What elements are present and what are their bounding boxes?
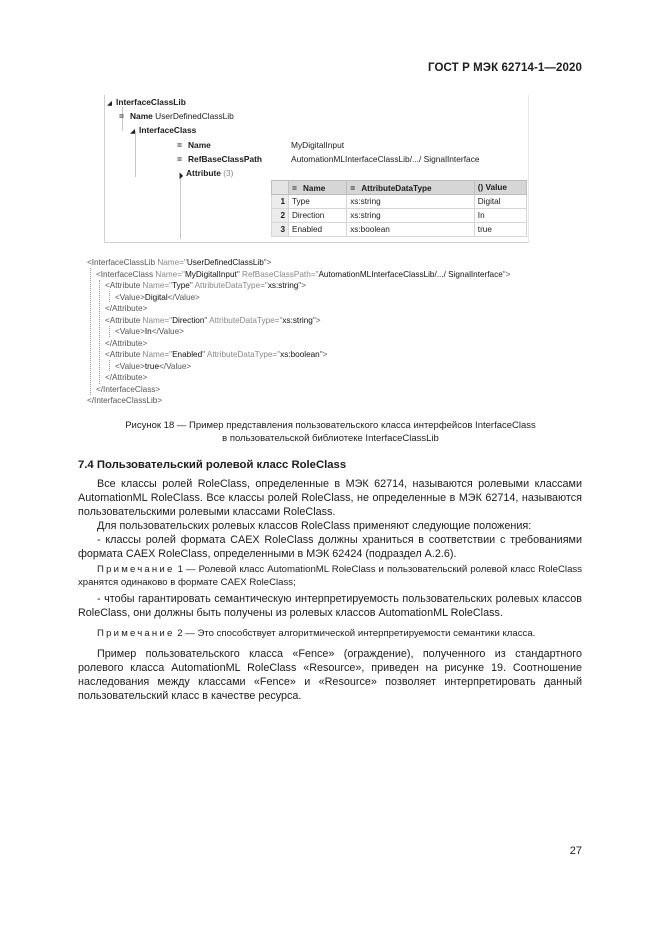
xml-line: </InterfaceClass>	[96, 384, 161, 394]
xml-listing	[87, 257, 510, 407]
grid-header-datatype[interactable]: = AttributeDataType	[347, 181, 475, 195]
grid-header-row	[272, 181, 527, 195]
xml-line: <Value>true</Value>	[115, 361, 192, 371]
xml-line: </Attribute>	[105, 304, 148, 313]
xml-line: </InterfaceClassLib>	[87, 396, 163, 405]
ic-name-value: MyDigitalInput	[291, 140, 345, 150]
paragraph: Для пользовательских ролевых классов RoleClass применяют следующие положения:	[97, 520, 532, 532]
tree-node-interfaceclass[interactable]: ◢ InterfaceClass	[130, 124, 196, 138]
tree-node-ic-name[interactable]: = Name	[177, 140, 211, 150]
xml-line: <InterfaceClass Name="MyDigitalInput" RefBaseClassPath="AutomationMLInterfaceClassLib/.../ SignalInterface">	[96, 269, 511, 279]
grid-corner	[272, 181, 289, 195]
xml-line: <Attribute Name="Type" AttributeDataType="xs:string">	[105, 281, 306, 290]
xml-line: <Attribute Name="Enabled" AttributeDataType="xs:boolean">	[105, 350, 328, 359]
grid-header-value[interactable]: () Value	[474, 181, 526, 195]
table-row[interactable]: 2 Direction xs:string In	[272, 209, 527, 223]
property-icon: =	[177, 140, 182, 150]
property-icon: =	[177, 154, 182, 164]
paragraph: Пример пользовательского класса «Fence» (ограждение), полученного из стандартного ролевого класса AutomationML RoleClass «Resource», приведен на рисунке 19. Соотношение наследования между классами «Fence» и «Resource» позволяет интерпретировать данный пользовательский класс в качестве ресурса.	[78, 648, 582, 702]
note: Примечание 1 — Ролевой класс AutomationML RoleClass и пользовательский ролевой класс RoleClass хранятся одинаково в формате CAEX RoleClass;	[78, 564, 582, 588]
standard-designation: ГОСТ Р МЭК 62714-1—2020	[428, 62, 582, 74]
xml-guide-line	[99, 280, 100, 384]
figure-caption: Рисунок 18 — Пример представления пользовательского класса интерфейсов InterfaceClass в пользовательской библиотеке InterfaceClassLib	[125, 420, 536, 444]
property-icon: =	[119, 111, 124, 121]
tree-node-name[interactable]: = Name UserDefinedClassLib	[119, 111, 234, 121]
tree-node-interfaceclasslib[interactable]: ◢ InterfaceClassLib	[107, 96, 186, 110]
xml-line: </Attribute>	[105, 373, 148, 382]
xml-line: <InterfaceClassLib Name="UserDefinedClassLib">	[87, 258, 272, 267]
section-heading: 7.4 Пользовательский ролевой класс RoleClass	[78, 459, 347, 471]
refbaseclasspath-value: AutomationMLInterfaceClassLib/.../ SignalInterface	[291, 154, 480, 164]
expand-triangle-icon[interactable]: ◢	[107, 100, 112, 107]
xml-line: <Attribute Name="Direction" AttributeDataType="xs:string">	[105, 315, 321, 325]
note: Примечание 2 — Это способствует алгоритмической интерпретируемости семантики класса.	[97, 628, 536, 639]
paragraph: - классы ролей формата CAEX RoleClass должны храниться в соответствии с требованиями формата CAEX RoleClass, определенными в МЭК 62424 (подраздел А.2.6).	[78, 534, 582, 560]
grid-header-name[interactable]: = Name	[289, 181, 347, 195]
expand-triangle-icon[interactable]: ◢	[130, 128, 135, 135]
xml-line: </Attribute>	[105, 338, 148, 348]
property-icon: =	[350, 182, 356, 193]
property-icon: =	[292, 182, 297, 193]
xml-guide-line	[109, 360, 110, 371]
xml-guide-line	[90, 268, 91, 395]
paragraph: Все классы ролей RoleClass, определенные в МЭК 62714, называются ролевыми классами AutomationML RoleClass. Все классы ролей RoleClass, не определенные в МЭК 62714, называются пользовательскими ролевыми классами RoleClass.	[78, 478, 582, 518]
xml-line: <Value>In</Value>	[115, 327, 184, 336]
collapse-triangle-icon[interactable]: ◢	[175, 171, 184, 181]
braces-icon: ()	[477, 183, 486, 192]
tree-node-refbaseclasspath[interactable]: = RefBaseClassPath	[177, 154, 263, 164]
tree-node-attribute[interactable]: ◢ Attribute (3)	[177, 167, 233, 181]
page-number: 27	[569, 845, 582, 857]
tree-guide-line	[180, 179, 181, 239]
xml-line: <Value>Digital</Value>	[115, 292, 200, 302]
interface-class-tree-figure	[104, 95, 529, 243]
paragraph: - чтобы гарантировать семантическую интерпретируемость пользовательских ролевых классов RoleClass, они должны быть получены из ролевых классов AutomationML RoleClass.	[78, 593, 582, 619]
xml-guide-line	[109, 291, 110, 302]
table-row[interactable]: 1 Type xs:string Digital	[272, 195, 527, 209]
table-row[interactable]: 3 Enabled xs:boolean true	[272, 223, 527, 237]
xml-guide-line	[109, 326, 110, 337]
attribute-grid	[271, 180, 527, 237]
